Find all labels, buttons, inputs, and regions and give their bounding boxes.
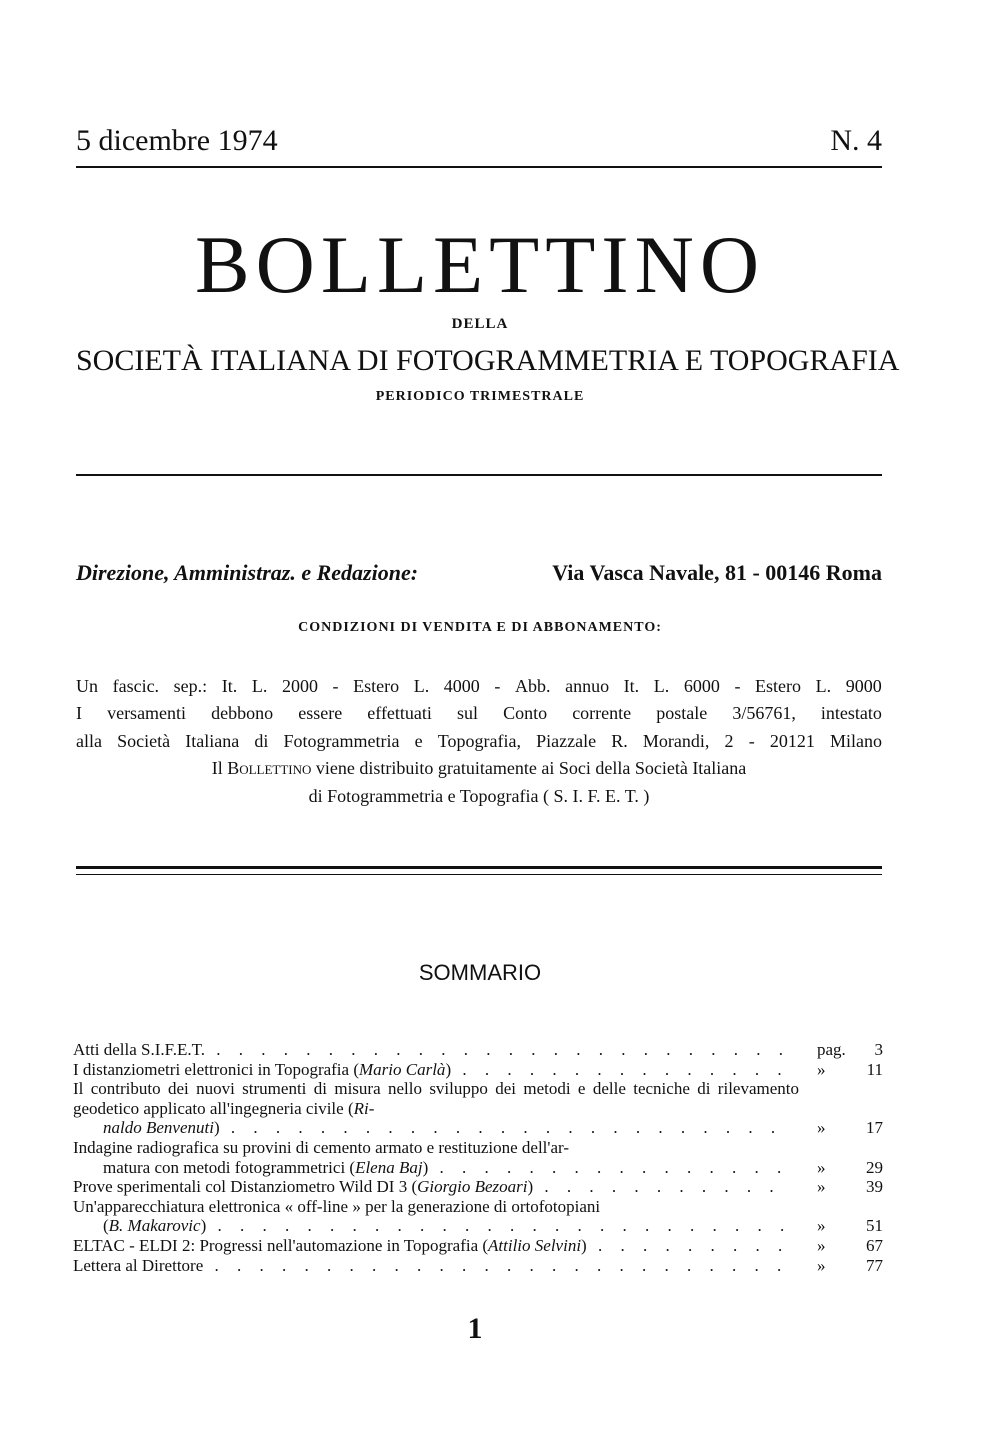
payment-line-2 <box>76 731 882 752</box>
toc-author: Ri- <box>353 1098 375 1118</box>
toc-author: Elena Baj <box>355 1157 423 1177</box>
toc-leader-dots: . . . . . . . . . . . . . . . . <box>428 1157 789 1177</box>
double-rule-top <box>76 866 882 869</box>
toc-entry <box>73 1197 883 1236</box>
toc-page-marker: » <box>817 1177 826 1197</box>
word: Fotogrammetria <box>283 731 400 751</box>
word: effettuati <box>367 703 432 723</box>
payment-line-1 <box>76 703 882 724</box>
word: sep.: <box>173 676 208 696</box>
toc-leader-dots: . . . . . . . . . . . . . . . . . . . . . . . . . <box>219 1118 783 1138</box>
word: It. <box>221 676 238 696</box>
toc-page-number: 17 <box>866 1118 883 1138</box>
word: R. <box>611 731 628 751</box>
word: debbono <box>211 703 274 723</box>
word: - <box>734 676 741 696</box>
toc-page-marker: » <box>817 1216 826 1236</box>
toc-page-marker: » <box>817 1235 826 1255</box>
toc-entry <box>73 1236 883 1256</box>
word: sul <box>457 703 479 723</box>
toc-author: Giorgio Bezoari <box>417 1177 528 1197</box>
toc-title-end: ) <box>213 1118 220 1138</box>
pricing-line <box>76 676 882 697</box>
toc-leader-dots: . . . . . . . . . . . . . . . . . . . . . . . . . . <box>204 1040 790 1059</box>
toc-leader-dots: . . . . . . . . . <box>586 1235 790 1255</box>
word: 9000 <box>845 676 882 696</box>
toc-entry <box>73 1256 883 1276</box>
toc-page-number: 11 <box>866 1059 883 1079</box>
toc-entry <box>73 1040 883 1060</box>
toc-page <box>817 1158 883 1178</box>
word: essere <box>298 703 343 723</box>
double-rule-bottom <box>76 874 882 875</box>
word: Piazzale <box>536 731 597 751</box>
word: Abb. <box>514 676 551 696</box>
issue-number: N. 4 <box>830 124 882 157</box>
word: L. <box>413 676 430 696</box>
toc-entry <box>73 1138 883 1177</box>
toc-leader-dots: . . . . . . . . . . . . . . . . . . . . . . . . . . <box>203 1255 789 1275</box>
toc-page-marker: » <box>817 1118 826 1138</box>
word: Estero <box>353 676 400 696</box>
toc-entry-continuation <box>73 1216 883 1236</box>
toc-leader-dots: . . . . . . . . . . . <box>533 1177 781 1197</box>
word: Conto <box>503 703 548 723</box>
issue-date: 5 dicembre 1974 <box>76 124 278 157</box>
word: Morandi, <box>642 731 710 751</box>
word: - <box>748 731 755 751</box>
divider-rule <box>76 474 882 476</box>
toc-entry-text <box>73 1236 883 1256</box>
toc-title: Lettera al Direttore <box>73 1255 204 1275</box>
word: di <box>254 731 269 751</box>
word: Topografia, <box>437 731 521 751</box>
toc-title: matura con metodi fotogrammetrici ( <box>103 1157 356 1177</box>
word: - <box>332 676 339 696</box>
toc-page-number: 29 <box>866 1157 883 1177</box>
word: Milano <box>829 731 882 751</box>
table-of-contents <box>73 1040 883 1275</box>
word: 2 <box>724 731 734 751</box>
word: corrente <box>572 703 632 723</box>
address-line <box>76 560 882 586</box>
word: 20121 <box>769 731 815 751</box>
toc-author: naldo Benvenuti <box>103 1118 214 1138</box>
toc-entry-continuation <box>73 1118 883 1138</box>
toc-entry-text <box>73 1138 883 1158</box>
toc-entry-text <box>73 1197 883 1217</box>
word: postale <box>656 703 708 723</box>
word: Estero <box>755 676 802 696</box>
masthead-della: DELLA <box>451 316 509 332</box>
toc-title: ELTAC - ELDI 2: Progressi nell'automazione in Topografia ( <box>73 1235 489 1255</box>
toc-page-number: 3 <box>874 1040 883 1059</box>
header-rule <box>76 166 882 168</box>
distribution-journal-name: Bollettino <box>227 758 312 778</box>
toc-title: Il contributo dei nuovi strumenti di misura nello sviluppo dei metodi e delle tecniche di rilevamento geodetico applicato all'ingegneria civile ( <box>73 1079 799 1118</box>
toc-title: Atti della S.I.F.E.T. <box>73 1040 205 1059</box>
toc-title-end: ) <box>527 1177 534 1197</box>
distribution-line-2: di Fotogrammetria e Topografia ( S. I. F. E. T. ) <box>308 786 650 806</box>
word: alla <box>76 731 102 751</box>
sommario-heading: SOMMARIO <box>418 960 542 985</box>
toc-author: Attilio Selvini <box>488 1235 582 1255</box>
toc-entry-text <box>73 1256 883 1276</box>
word: 2000 <box>281 676 318 696</box>
word: L. <box>251 676 268 696</box>
distribution-prefix: Il <box>211 758 223 778</box>
toc-page <box>817 1177 883 1197</box>
word: Italiana <box>185 731 240 751</box>
toc-title-end: ) <box>422 1157 429 1177</box>
toc-title: I distanziometri elettronici in Topografia ( <box>73 1059 359 1079</box>
toc-page <box>817 1118 883 1138</box>
toc-title-end: ) <box>200 1216 207 1236</box>
toc-leader-dots: . . . . . . . . . . . . . . . <box>451 1059 789 1079</box>
toc-author: B. Makarovic <box>108 1216 201 1236</box>
word: Un <box>76 676 98 696</box>
word: Società <box>117 731 171 751</box>
word: It. <box>623 676 640 696</box>
word: 3/56761, <box>732 703 796 723</box>
distribution-text: viene distribuito gratuitamente ai Soci della Società Italiana <box>315 758 747 778</box>
toc-page <box>817 1040 883 1060</box>
toc-page <box>817 1216 883 1236</box>
toc-page-marker: » <box>817 1157 826 1177</box>
masthead-society: SOCIETÀ ITALIANA DI FOTOGRAMMETRIA E TOPOGRAFIA <box>76 344 900 377</box>
toc-entry <box>73 1060 883 1080</box>
toc-entry-text <box>73 1079 883 1118</box>
toc-entry <box>73 1177 883 1197</box>
word: I <box>76 703 82 723</box>
word: 6000 <box>683 676 720 696</box>
toc-title-end: ) <box>445 1059 452 1079</box>
toc-title: ( <box>103 1216 109 1236</box>
masthead-periodicity: PERIODICO TRIMESTRALE <box>375 389 585 404</box>
toc-author: Mario Carlà <box>359 1059 446 1079</box>
word: e <box>414 731 423 751</box>
toc-page <box>817 1256 883 1276</box>
page-number: 1 <box>467 1312 483 1345</box>
toc-title: Prove sperimentali col Distanziometro Wild DI 3 ( <box>73 1177 418 1197</box>
toc-page-number: 39 <box>866 1177 883 1197</box>
address-street: Via Vasca Navale, 81 - 00146 Roma <box>552 560 882 585</box>
toc-title: Un'apparecchiatura elettronica « off-line » per la generazione di ortofotopiani <box>73 1196 601 1216</box>
distribution-line-1 <box>76 758 882 779</box>
toc-page-number: 67 <box>866 1235 883 1255</box>
toc-page <box>817 1236 883 1256</box>
toc-page <box>817 1060 883 1080</box>
toc-page-number: 77 <box>866 1255 883 1275</box>
conditions-heading: CONDIZIONI DI VENDITA E DI ABBONAMENTO: <box>298 620 662 635</box>
toc-leader-dots: . . . . . . . . . . . . . . . . . . . . . . . . . . <box>206 1216 792 1236</box>
word: 4000 <box>443 676 480 696</box>
word: annuo <box>565 676 610 696</box>
word: intestato <box>820 703 882 723</box>
toc-entry-text <box>73 1040 883 1060</box>
toc-entry <box>73 1079 883 1138</box>
masthead-title: BOLLETTINO <box>194 219 766 310</box>
toc-page-number: 51 <box>866 1216 883 1236</box>
toc-title-end: ) <box>581 1235 587 1255</box>
word: fascic. <box>112 676 160 696</box>
address-label: Direzione, Amministraz. e Redazione: <box>76 560 419 585</box>
toc-entry-text <box>73 1060 883 1080</box>
toc-page-marker: » <box>817 1059 826 1079</box>
toc-page-marker: » <box>817 1255 826 1275</box>
word: L. <box>815 676 832 696</box>
word: - <box>494 676 501 696</box>
word: L. <box>653 676 670 696</box>
toc-title: Indagine radiografica su provini di cemento armato e restituzione dell'ar- <box>73 1137 569 1157</box>
word: versamenti <box>107 703 187 723</box>
toc-page-marker: pag. <box>817 1040 846 1059</box>
toc-entry-text <box>73 1177 883 1197</box>
toc-entry-continuation <box>73 1158 883 1178</box>
